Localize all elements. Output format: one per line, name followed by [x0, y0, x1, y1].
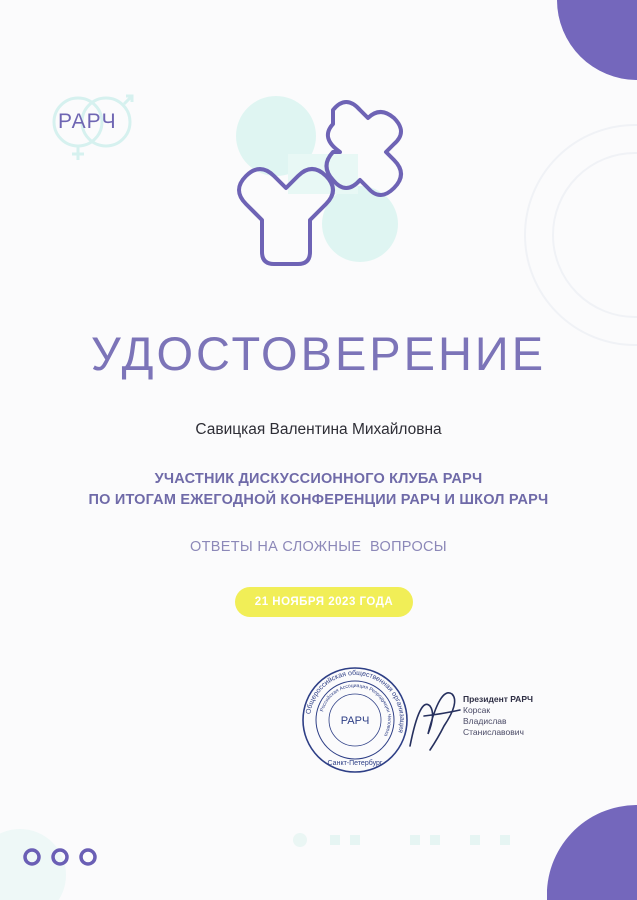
president-first-name: Владислав: [463, 716, 507, 726]
president-block: [463, 694, 533, 738]
achievement-line-2: ПО ИТОГАМ ЕЖЕГОДНОЙ КОНФЕРЕНЦИИ РАРЧ И ШКОЛ РАРЧ: [88, 492, 549, 508]
achievement-text: [0, 469, 637, 511]
president-role: Президент РАРЧ: [463, 694, 533, 704]
certificate-title: УДОСТОВЕРЕНИЕ: [90, 327, 547, 380]
achievement-line-1: УЧАСТНИК ДИСКУССИОННОГО КЛУБА РАРЧ: [154, 471, 483, 487]
president-signature: [400, 676, 470, 756]
president-surname: Корсак: [463, 705, 491, 715]
chromosome-emblem-icon: [228, 84, 428, 274]
president-patronymic: Станиславович: [463, 727, 524, 737]
svg-text:Санкт-Петербург: Санкт-Петербург: [327, 760, 383, 767]
certificate-subtitle: ОТВЕТЫ НА СЛОЖНЫЕ ВОПРОСЫ: [190, 539, 447, 555]
corner-decoration-bottom: [547, 805, 637, 900]
svg-text:РАРЧ: РАРЧ: [340, 715, 370, 727]
date-badge: [235, 587, 413, 617]
date-text: 21 НОЯБРЯ 2023 ГОДА: [254, 596, 394, 608]
background-circle-decoration: [520, 120, 637, 350]
rarch-logo: [44, 88, 140, 166]
logo-text: РАРЧ: [58, 110, 117, 133]
official-seal-stamp: [300, 665, 410, 775]
corner-decoration-top: [527, 0, 637, 100]
recipient-name: Савицкая Валентина Михайловна: [195, 421, 442, 438]
svg-text:Российская Ассоциация Репродук: Российская Ассоциация Репродукции Человека: [319, 682, 393, 738]
svg-text:Общероссийская общественная ор: Общероссийская общественная организация: [305, 669, 406, 734]
three-dots-decoration: [20, 845, 100, 869]
